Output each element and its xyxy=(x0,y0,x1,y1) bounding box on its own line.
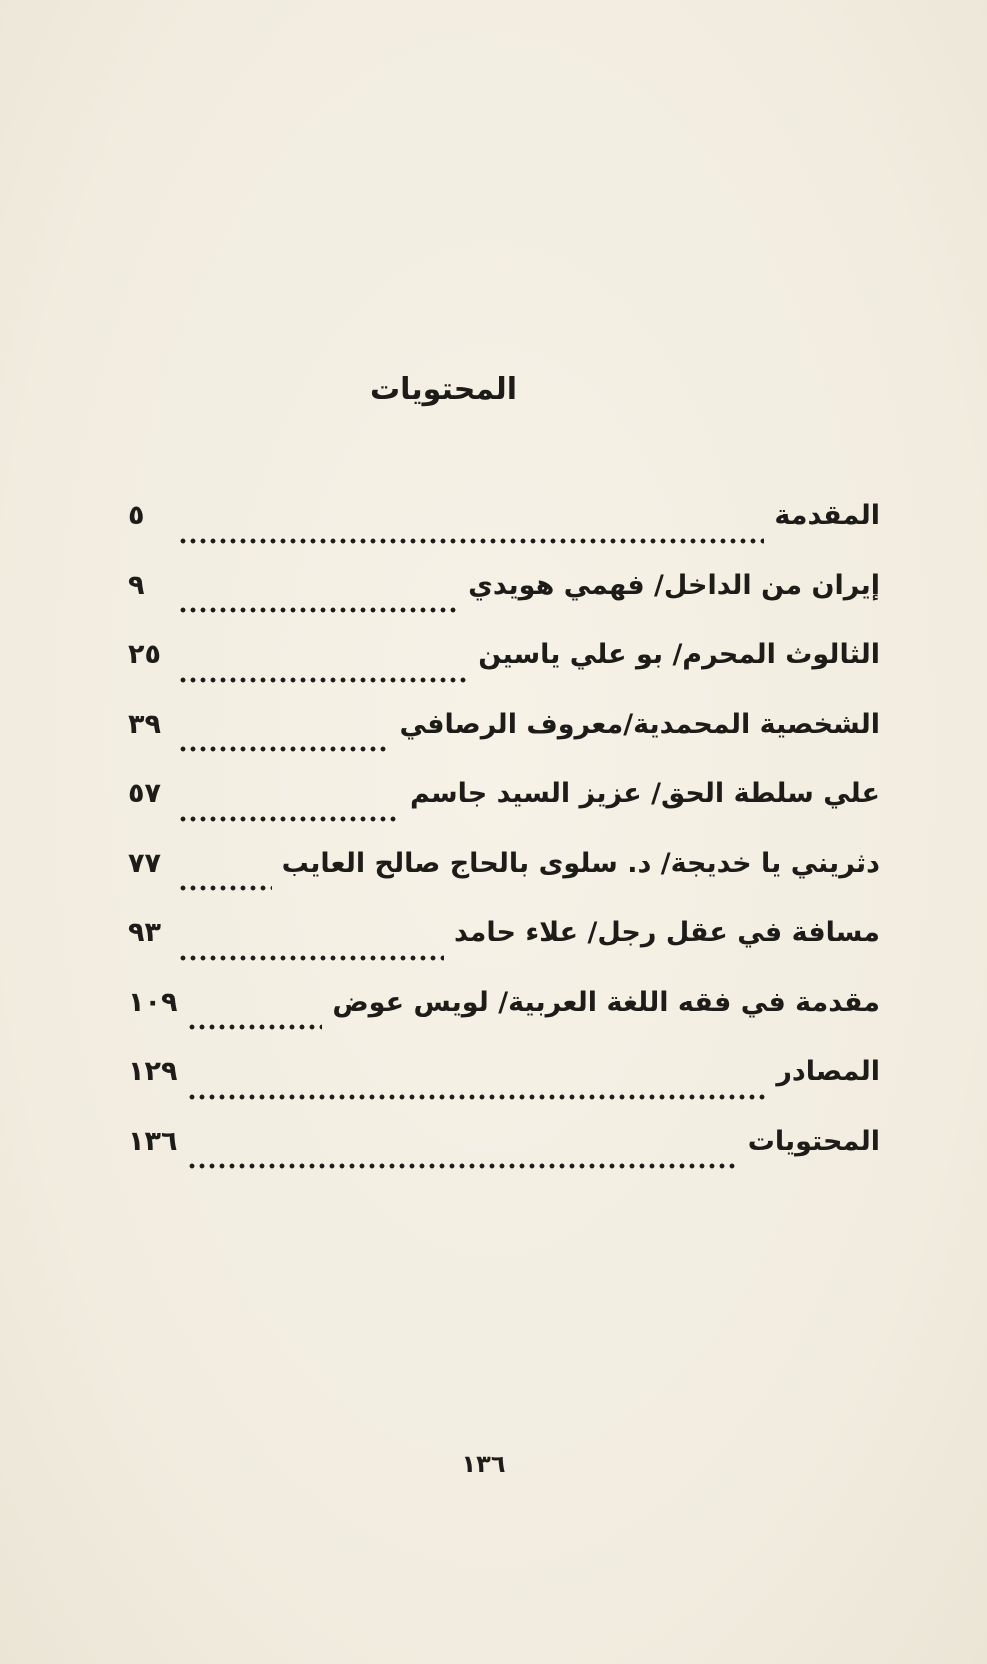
toc-entry-page: ١٠٩ xyxy=(128,986,178,1018)
toc-entry-title: المحتويات xyxy=(747,1125,880,1157)
dot-leader xyxy=(187,1163,737,1169)
toc-entry-page: ٩٣ xyxy=(128,917,161,948)
dot-leader xyxy=(178,955,444,961)
table-of-contents xyxy=(128,500,880,1195)
toc-entry-page: ٣٩ xyxy=(128,708,161,740)
toc-entry-page: ٥ xyxy=(128,500,145,531)
toc-entry-title: المصادر xyxy=(776,1056,880,1087)
toc-entry-page: ٧٧ xyxy=(128,847,161,879)
toc-entry xyxy=(128,917,880,987)
toc-entry-title: مسافة في عقل رجل/ علاء حامد xyxy=(454,917,880,948)
toc-entry xyxy=(128,848,880,918)
dot-leader xyxy=(187,1094,766,1100)
toc-entry xyxy=(128,639,880,709)
dot-leader xyxy=(178,816,400,822)
toc-entry xyxy=(128,709,880,779)
toc-entry-page: ١٢٩ xyxy=(128,1056,178,1087)
toc-entry xyxy=(128,570,880,640)
dot-leader xyxy=(187,1024,322,1030)
toc-entry-title: الشخصية المحمدية/معروف الرصافي xyxy=(399,708,880,740)
toc-entry xyxy=(128,500,880,570)
dot-leader xyxy=(178,746,390,752)
dot-leader xyxy=(178,677,468,683)
toc-entry xyxy=(128,778,880,848)
dot-leader xyxy=(178,607,458,613)
toc-entry-title: دثريني يا خديجة/ د. سلوى بالحاج صالح العايب xyxy=(281,847,880,879)
toc-entry xyxy=(128,987,880,1057)
toc-entry-page: ٢٥ xyxy=(128,639,161,670)
toc-entry-page: ١٣٦ xyxy=(128,1125,178,1157)
page-number: ١٣٦ xyxy=(461,1450,506,1478)
toc-entry-title: المقدمة xyxy=(774,500,880,531)
dot-leader xyxy=(178,538,764,544)
toc-entry-title: مقدمة في فقه اللغة العربية/ لويس عوض xyxy=(332,986,880,1018)
page-title: المحتويات xyxy=(369,372,517,407)
toc-entry-title: إيران من الداخل/ فهمي هويدي xyxy=(468,569,880,601)
toc-entry-title: علي سلطة الحق/ عزيز السيد جاسم xyxy=(409,778,880,809)
dot-leader xyxy=(178,885,272,891)
toc-entry-page: ٥٧ xyxy=(128,778,161,809)
toc-entry-page: ٩ xyxy=(128,569,145,601)
toc-entry-title: الثالوث المحرم/ بو علي ياسين xyxy=(478,639,880,670)
toc-entry xyxy=(128,1056,880,1126)
toc-entry xyxy=(128,1126,880,1196)
